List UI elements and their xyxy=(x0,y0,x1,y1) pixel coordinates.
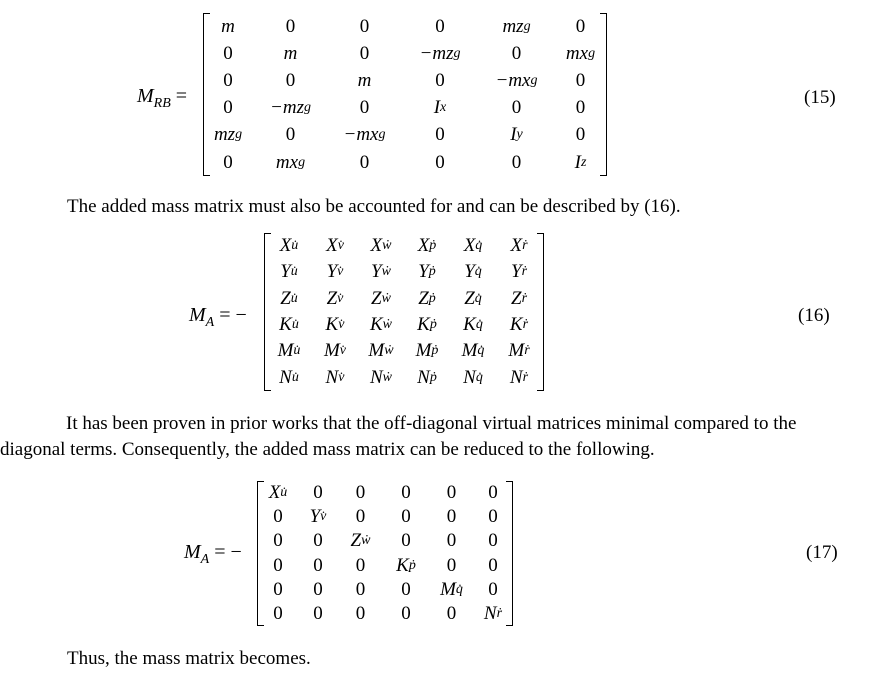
matrix-cell: 0 xyxy=(223,42,233,64)
matrix-cell: 0 xyxy=(359,151,370,173)
matrix-cell: K ṙ xyxy=(509,314,529,336)
matrix-cell: Y v̇ xyxy=(309,506,327,528)
matrix-cell: 0 xyxy=(488,554,498,576)
matrix-cell: 0 xyxy=(435,151,445,173)
eq16-matrix xyxy=(264,233,544,391)
eq16-lhs-subscript: A xyxy=(205,315,215,330)
matrix-cell: Z ẇ xyxy=(371,287,391,309)
eq17-matrix xyxy=(257,481,513,626)
matrix-cell: 0 xyxy=(273,578,283,600)
matrix-cell: X ṙ xyxy=(510,235,528,257)
matrix-cell: 0 xyxy=(355,482,366,504)
eq15-lhs-subscript: RB xyxy=(153,96,171,111)
matrix-cell: Z ṗ xyxy=(418,287,436,309)
matrix-cell: 0 xyxy=(313,603,323,625)
matrix-cell: Y u̇ xyxy=(280,261,298,283)
matrix-cell: m xyxy=(283,42,298,64)
matrix-cell: 0 xyxy=(446,530,457,552)
matrix-cell: 0 xyxy=(511,42,522,64)
eq17-matrix-grid xyxy=(258,481,512,626)
matrix-cell: 0 xyxy=(223,97,233,119)
matrix-cell: 0 xyxy=(313,482,323,504)
matrix-cell: 0 xyxy=(273,506,283,528)
matrix-cell: Z v̇ xyxy=(326,287,344,309)
eq15-lhs-symbol: M xyxy=(137,85,154,107)
matrix-cell: 0 xyxy=(285,124,296,146)
matrix-cell: 0 xyxy=(401,578,411,600)
matrix-cell: 0 xyxy=(273,603,283,625)
matrix-cell: M ṗ xyxy=(415,340,439,362)
eq15-matrix-grid xyxy=(203,13,607,176)
matrix-cell: 0 xyxy=(511,151,522,173)
matrix-cell: 0 xyxy=(359,97,370,119)
matrix-cell: X v̇ xyxy=(326,235,344,257)
eq17-lhs-subscript: A xyxy=(200,552,210,567)
matrix-cell: Y v̇ xyxy=(326,261,344,283)
matrix-cell: Y ṙ xyxy=(510,261,528,283)
matrix-cell: 0 xyxy=(575,69,586,91)
matrix-cell: m xyxy=(221,15,235,37)
paragraph-off-diagonal-line1: It has been proven in prior works that the off-diagonal virtual matrices minimal compared to the xyxy=(66,413,797,434)
matrix-cell: −mx g xyxy=(495,69,538,91)
matrix-cell: K ẇ xyxy=(369,314,393,336)
matrix-cell: 0 xyxy=(313,554,323,576)
matrix-cell: I x xyxy=(433,97,447,119)
matrix-cell: K ṗ xyxy=(396,554,416,576)
matrix-cell: X u̇ xyxy=(268,482,288,504)
matrix-cell: 0 xyxy=(401,530,411,552)
matrix-cell: 0 xyxy=(273,530,283,552)
matrix-cell: Z q̇ xyxy=(464,287,482,309)
matrix-cell: X ẇ xyxy=(370,235,392,257)
matrix-cell: 0 xyxy=(488,482,498,504)
matrix-cell: M u̇ xyxy=(277,340,301,362)
matrix-cell: K ṗ xyxy=(417,314,437,336)
matrix-cell: 0 xyxy=(575,124,586,146)
matrix-cell: M v̇ xyxy=(323,340,347,362)
matrix-cell: Y q̇ xyxy=(464,261,482,283)
matrix-cell: 0 xyxy=(401,482,411,504)
paragraph-mass-matrix-becomes: Thus, the mass matrix becomes. xyxy=(67,648,311,669)
eq15-label: (15) xyxy=(804,87,836,108)
matrix-cell: 0 xyxy=(435,124,445,146)
eq16-lhs-equals: = − xyxy=(214,304,247,326)
matrix-cell: 0 xyxy=(273,554,283,576)
matrix-cell: 0 xyxy=(223,151,233,173)
matrix-cell: N ṙ xyxy=(483,603,503,625)
eq17-lhs-symbol: M xyxy=(184,541,201,563)
matrix-cell: N v̇ xyxy=(325,366,345,388)
matrix-cell: m xyxy=(357,69,372,91)
matrix-cell: 0 xyxy=(435,69,445,91)
matrix-cell: X ṗ xyxy=(417,235,437,257)
eq16-matrix-grid xyxy=(266,233,542,391)
eq15-lhs xyxy=(137,85,187,112)
matrix-cell: 0 xyxy=(359,42,370,64)
matrix-cell: 0 xyxy=(446,506,457,528)
matrix-cell: 0 xyxy=(435,15,445,37)
matrix-cell: K v̇ xyxy=(325,314,345,336)
matrix-cell: 0 xyxy=(355,554,366,576)
matrix-cell: M ṙ xyxy=(508,340,530,362)
matrix-cell: 0 xyxy=(355,578,366,600)
matrix-cell: 0 xyxy=(575,15,586,37)
matrix-cell: M q̇ xyxy=(461,340,485,362)
matrix-cell: Z u̇ xyxy=(280,287,298,309)
matrix-cell: 0 xyxy=(511,97,522,119)
matrix-cell: mz g xyxy=(502,15,531,37)
matrix-cell: Y ṗ xyxy=(418,261,436,283)
matrix-cell: 0 xyxy=(446,554,457,576)
matrix-cell: 0 xyxy=(285,15,296,37)
matrix-cell: 0 xyxy=(488,578,498,600)
matrix-cell: 0 xyxy=(401,506,411,528)
matrix-cell: Z ẇ xyxy=(350,530,371,552)
matrix-cell: 0 xyxy=(401,603,411,625)
matrix-cell: 0 xyxy=(575,97,586,119)
matrix-cell: −mx g xyxy=(343,124,386,146)
matrix-cell: 0 xyxy=(446,482,457,504)
matrix-cell: N ẇ xyxy=(369,366,393,388)
matrix-cell: K u̇ xyxy=(279,314,299,336)
matrix-cell: 0 xyxy=(313,530,323,552)
matrix-cell: 0 xyxy=(446,603,457,625)
matrix-cell: N ṗ xyxy=(417,366,437,388)
eq16-lhs xyxy=(189,304,247,331)
matrix-cell: mz g xyxy=(213,124,243,146)
matrix-cell: X u̇ xyxy=(279,235,299,257)
matrix-cell: I z xyxy=(574,151,587,173)
matrix-cell: X q̇ xyxy=(463,235,483,257)
matrix-cell: mx g xyxy=(565,42,596,64)
matrix-cell: −mz g xyxy=(419,42,461,64)
eq15-lhs-equals: = xyxy=(170,85,188,107)
matrix-cell: 0 xyxy=(488,506,498,528)
eq15-matrix xyxy=(203,13,607,176)
matrix-cell: 0 xyxy=(355,506,366,528)
matrix-cell: 0 xyxy=(355,603,366,625)
matrix-cell: 0 xyxy=(488,530,498,552)
eq17-lhs-equals: = − xyxy=(209,541,242,563)
matrix-cell: 0 xyxy=(359,15,370,37)
paragraph-added-mass-intro: The added mass matrix must also be accounted for and can be described by (16). xyxy=(67,196,681,217)
matrix-cell: 0 xyxy=(223,69,233,91)
matrix-cell: I y xyxy=(510,124,523,146)
matrix-cell: −mz g xyxy=(270,97,311,119)
eq16-label: (16) xyxy=(798,305,830,326)
matrix-cell: N q̇ xyxy=(463,366,483,388)
matrix-cell: M q̇ xyxy=(440,578,463,600)
matrix-cell: Z ṙ xyxy=(510,287,528,309)
matrix-cell: 0 xyxy=(313,578,323,600)
eq16-lhs-symbol: M xyxy=(189,304,206,326)
matrix-cell: N u̇ xyxy=(279,366,299,388)
matrix-cell: 0 xyxy=(285,69,296,91)
eq17-label: (17) xyxy=(806,542,838,563)
matrix-cell: K q̇ xyxy=(463,314,483,336)
paragraph-off-diagonal-line2: diagonal terms. Consequently, the added mass matrix can be reduced to the following. xyxy=(0,439,655,460)
matrix-cell: N ṙ xyxy=(509,366,529,388)
matrix-cell: Y ẇ xyxy=(371,261,391,283)
matrix-cell: M ẇ xyxy=(368,340,394,362)
matrix-cell: mx g xyxy=(275,151,306,173)
eq17-lhs xyxy=(184,541,242,568)
